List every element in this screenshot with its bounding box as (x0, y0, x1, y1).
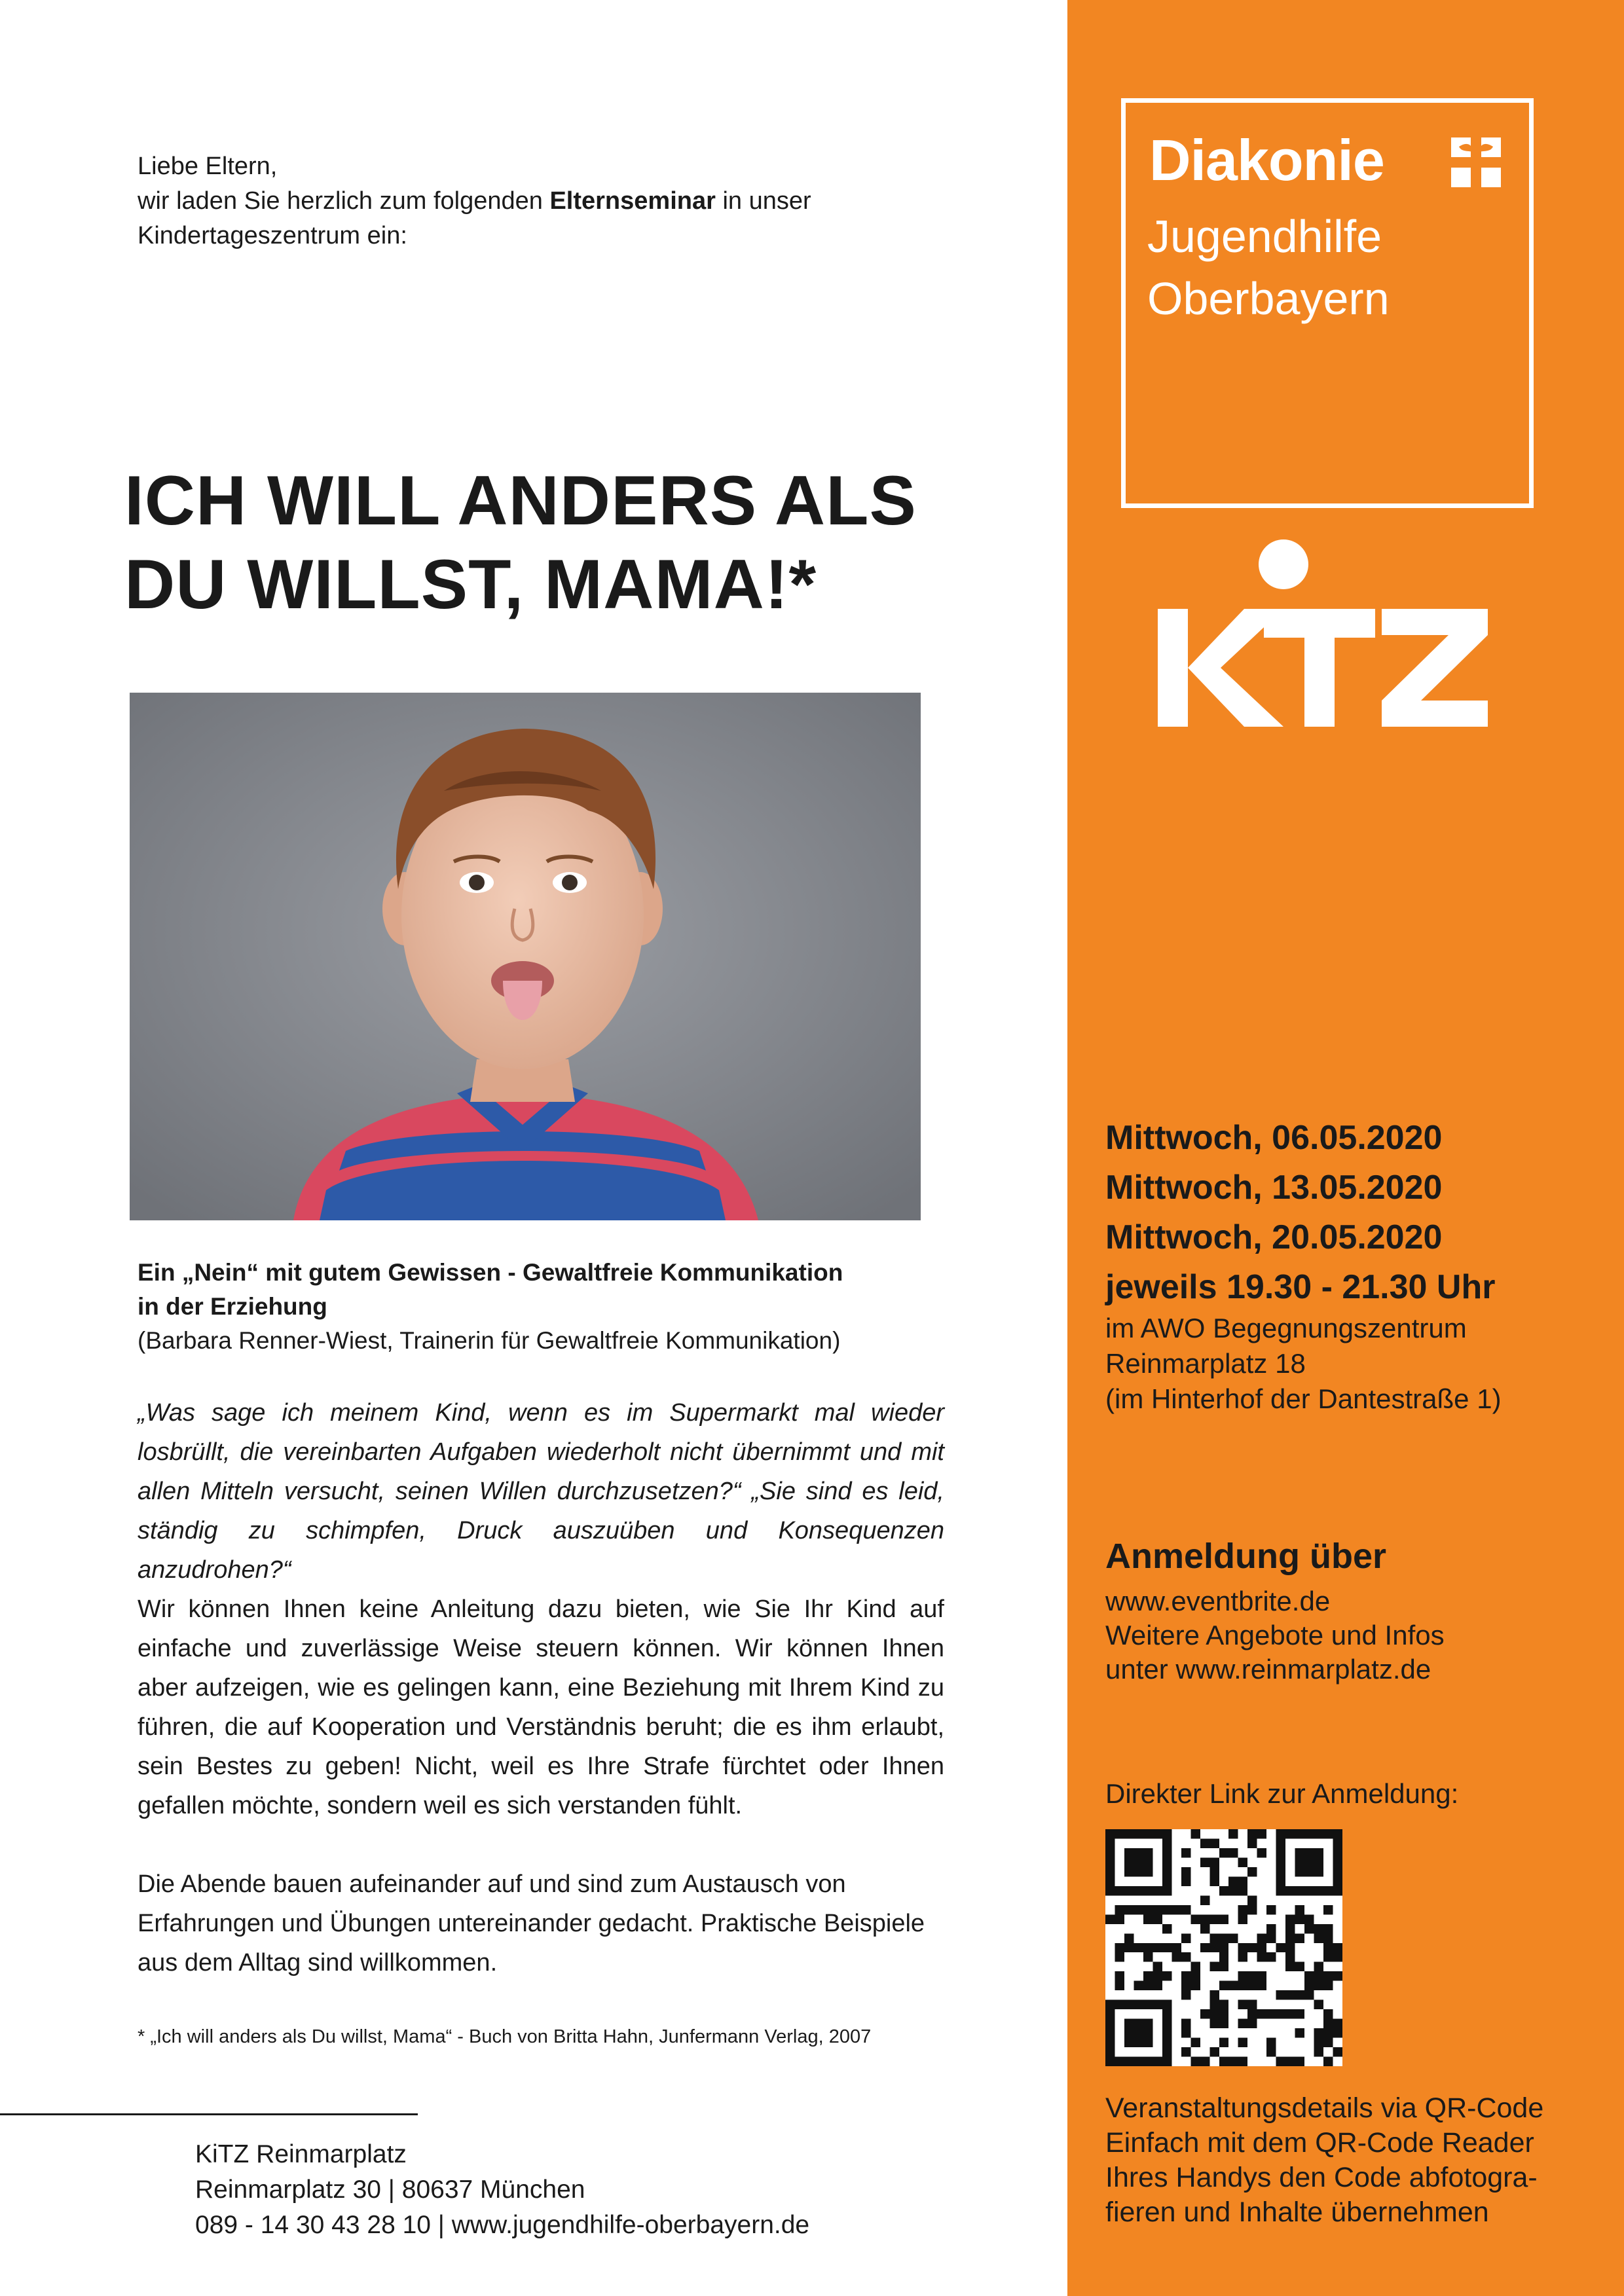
intro-line-1: Liebe Eltern, (138, 153, 278, 180)
address-contact: 089 - 14 30 43 28 10 | www.jugendhilfe-oberbayern.de (195, 2211, 810, 2239)
diakonie-cross-icon (1451, 137, 1501, 187)
footer-divider (0, 2113, 418, 2115)
venue-line-2: Reinmarplatz 18 (1105, 1348, 1306, 1379)
intro-line-2 (138, 184, 923, 219)
event-dates (1105, 1113, 1590, 1312)
child-photo-illustration (130, 693, 921, 1220)
venue-line-3: (im Hinterhof der Dantestraße 1) (1105, 1383, 1502, 1414)
qr-instructions (1105, 2091, 1603, 2230)
intro-line-3: Kindertageszentrum ein: (138, 222, 407, 249)
logo-sub-line-1: Jugendhilfe (1147, 211, 1382, 262)
title-line-1: ICH WILL ANDERS ALS (124, 461, 917, 539)
seminar-heading (138, 1256, 963, 1358)
title-line-2: DU WILLST, MAMA!* (124, 545, 817, 623)
page-title (124, 458, 976, 626)
qr-code-icon[interactable] (1105, 1829, 1342, 2066)
venue-line-1: im AWO Begegnungszentrum (1105, 1313, 1467, 1343)
qr-label: Direkter Link zur Anmeldung: (1105, 1778, 1459, 1809)
registration-link-eventbrite[interactable]: www.eventbrite.de (1105, 1586, 1331, 1616)
registration-title: Anmeldung über (1105, 1537, 1386, 1576)
event-date-2: Mittwoch, 13.05.2020 (1105, 1169, 1443, 1207)
seminar-heading-line-2: in der Erziehung (138, 1293, 327, 1320)
address-name: KiTZ Reinmarplatz (195, 2140, 407, 2168)
qr-info-line-2: Einfach mit dem QR-Code Reader (1105, 2127, 1534, 2159)
diakonie-logo-name: Diakonie (1149, 128, 1384, 192)
qr-info-line-3: Ihres Handys den Code abfotogra- (1105, 2162, 1538, 2193)
intro-highlight: Elternseminar (549, 187, 716, 215)
seminar-heading-line-1: Ein „Nein“ mit gutem Gewissen - Gewaltfreie Kommunikation (138, 1259, 843, 1286)
seminar-quote: „Was sage ich meinem Kind, wenn es im Supermarkt mal wieder losbrüllt, die vereinbarten Aufgaben wiederholt nicht übernimmt und mit allen Mitteln versucht, seinen Willen durchzusetzen?“ „Sie sind es leid, ständig zu schimpfen, Druck auszuüben und Konsequenzen anzudrohen?“ (138, 1399, 944, 1584)
event-time: jeweils 19.30 - 21.30 Uhr (1105, 1268, 1496, 1306)
child-photo (130, 693, 921, 1220)
seminar-trainer: (Barbara Renner-Wiest, Trainerin für Gewaltfreie Kommunikation) (138, 1327, 841, 1354)
registration-info (1105, 1584, 1590, 1686)
intro-line-2-post: in unser (715, 187, 811, 215)
diakonie-logo-subtitle (1147, 206, 1390, 330)
intro-line-2-pre: wir laden Sie herzlich zum folgenden (138, 187, 550, 215)
address-block (195, 2137, 915, 2243)
event-venue (1105, 1311, 1590, 1417)
registration-line-2: Weitere Angebote und Infos (1105, 1620, 1445, 1650)
event-date-1: Mittwoch, 06.05.2020 (1105, 1119, 1443, 1157)
intro-text (138, 149, 923, 253)
logo-sub-line-2: Oberbayern (1147, 273, 1390, 324)
event-date-3: Mittwoch, 20.05.2020 (1105, 1218, 1443, 1256)
address-street: Reinmarplatz 30 | 80637 München (195, 2176, 585, 2204)
registration-link-reinmarplatz[interactable]: unter www.reinmarplatz.de (1105, 1654, 1431, 1685)
qr-info-line-1: Veranstaltungsdetails via QR-Code (1105, 2092, 1544, 2124)
qr-info-line-4: fieren und Inhalte übernehmen (1105, 2196, 1489, 2228)
seminar-format: Die Abende bauen aufeinander auf und sind zum Austausch von Erfahrungen und Übungen untereinander gedacht. Praktische Beispiele aus dem Alltag sind willkommen. (138, 1870, 925, 1977)
kitz-logo-icon (1153, 537, 1493, 733)
book-footnote: * „Ich will anders als Du willst, Mama“ - Buch von Britta Hahn, Junfermann Verlag, 2007 (138, 2026, 872, 2047)
seminar-description: Wir können Ihnen keine Anleitung dazu bieten, wie Sie Ihr Kind auf einfache und zuverlässige Weise steuern können. Wir können Ihnen aber aufzeigen, wie es gelingen kann, eine Beziehung mit Ihrem Kind zu führen, die auf Kooperation und Verständnis beruht; die es ihm erlaubt, sein Bestes zu geben! Nicht, weil es Ihre Strafe fürchtet oder Ihnen gefallen möchte, sondern weil es sich verstanden fühlt. (138, 1595, 944, 1819)
